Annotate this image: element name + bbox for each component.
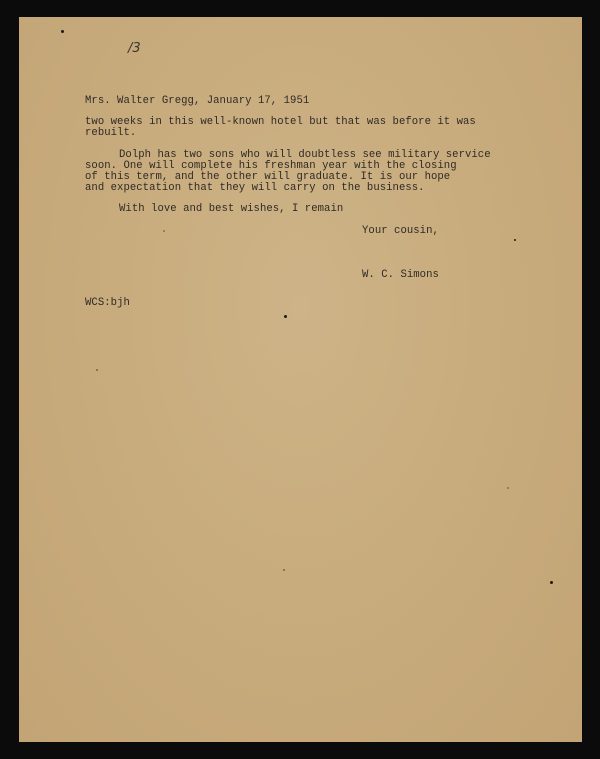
paper-speck — [283, 569, 285, 571]
paragraph-2-line-1: Dolph has two sons who will doubtless see military service — [119, 149, 491, 161]
signature: W. C. Simons — [362, 269, 439, 281]
paper-speck — [507, 487, 509, 489]
page-number: /3 — [128, 41, 141, 56]
paragraph-3: With love and best wishes, I remain — [119, 203, 344, 215]
letter-header: Mrs. Walter Gregg, January 17, 1951 — [85, 95, 310, 107]
paragraph-1-line-2: rebuilt. — [85, 127, 137, 139]
paper-speck — [61, 30, 64, 33]
paper-speck — [163, 230, 165, 232]
paper-speck — [550, 581, 553, 584]
paper-speck — [284, 315, 287, 318]
paragraph-1-line-1: two weeks in this well-known hotel but that was before it was — [85, 116, 476, 128]
typist-initials: WCS:bjh — [85, 297, 130, 309]
paper-speck — [514, 239, 516, 241]
paragraph-2-line-4: and expectation that they will carry on the business. — [85, 182, 425, 194]
paper-speck — [96, 369, 98, 371]
paragraph-2-line-2: soon. One will complete his freshman year with the closing — [85, 160, 457, 172]
closing: Your cousin, — [362, 225, 439, 237]
paragraph-2-line-3: of this term, and the other will graduate. It is our hope — [85, 171, 451, 183]
letter-page — [19, 17, 582, 742]
